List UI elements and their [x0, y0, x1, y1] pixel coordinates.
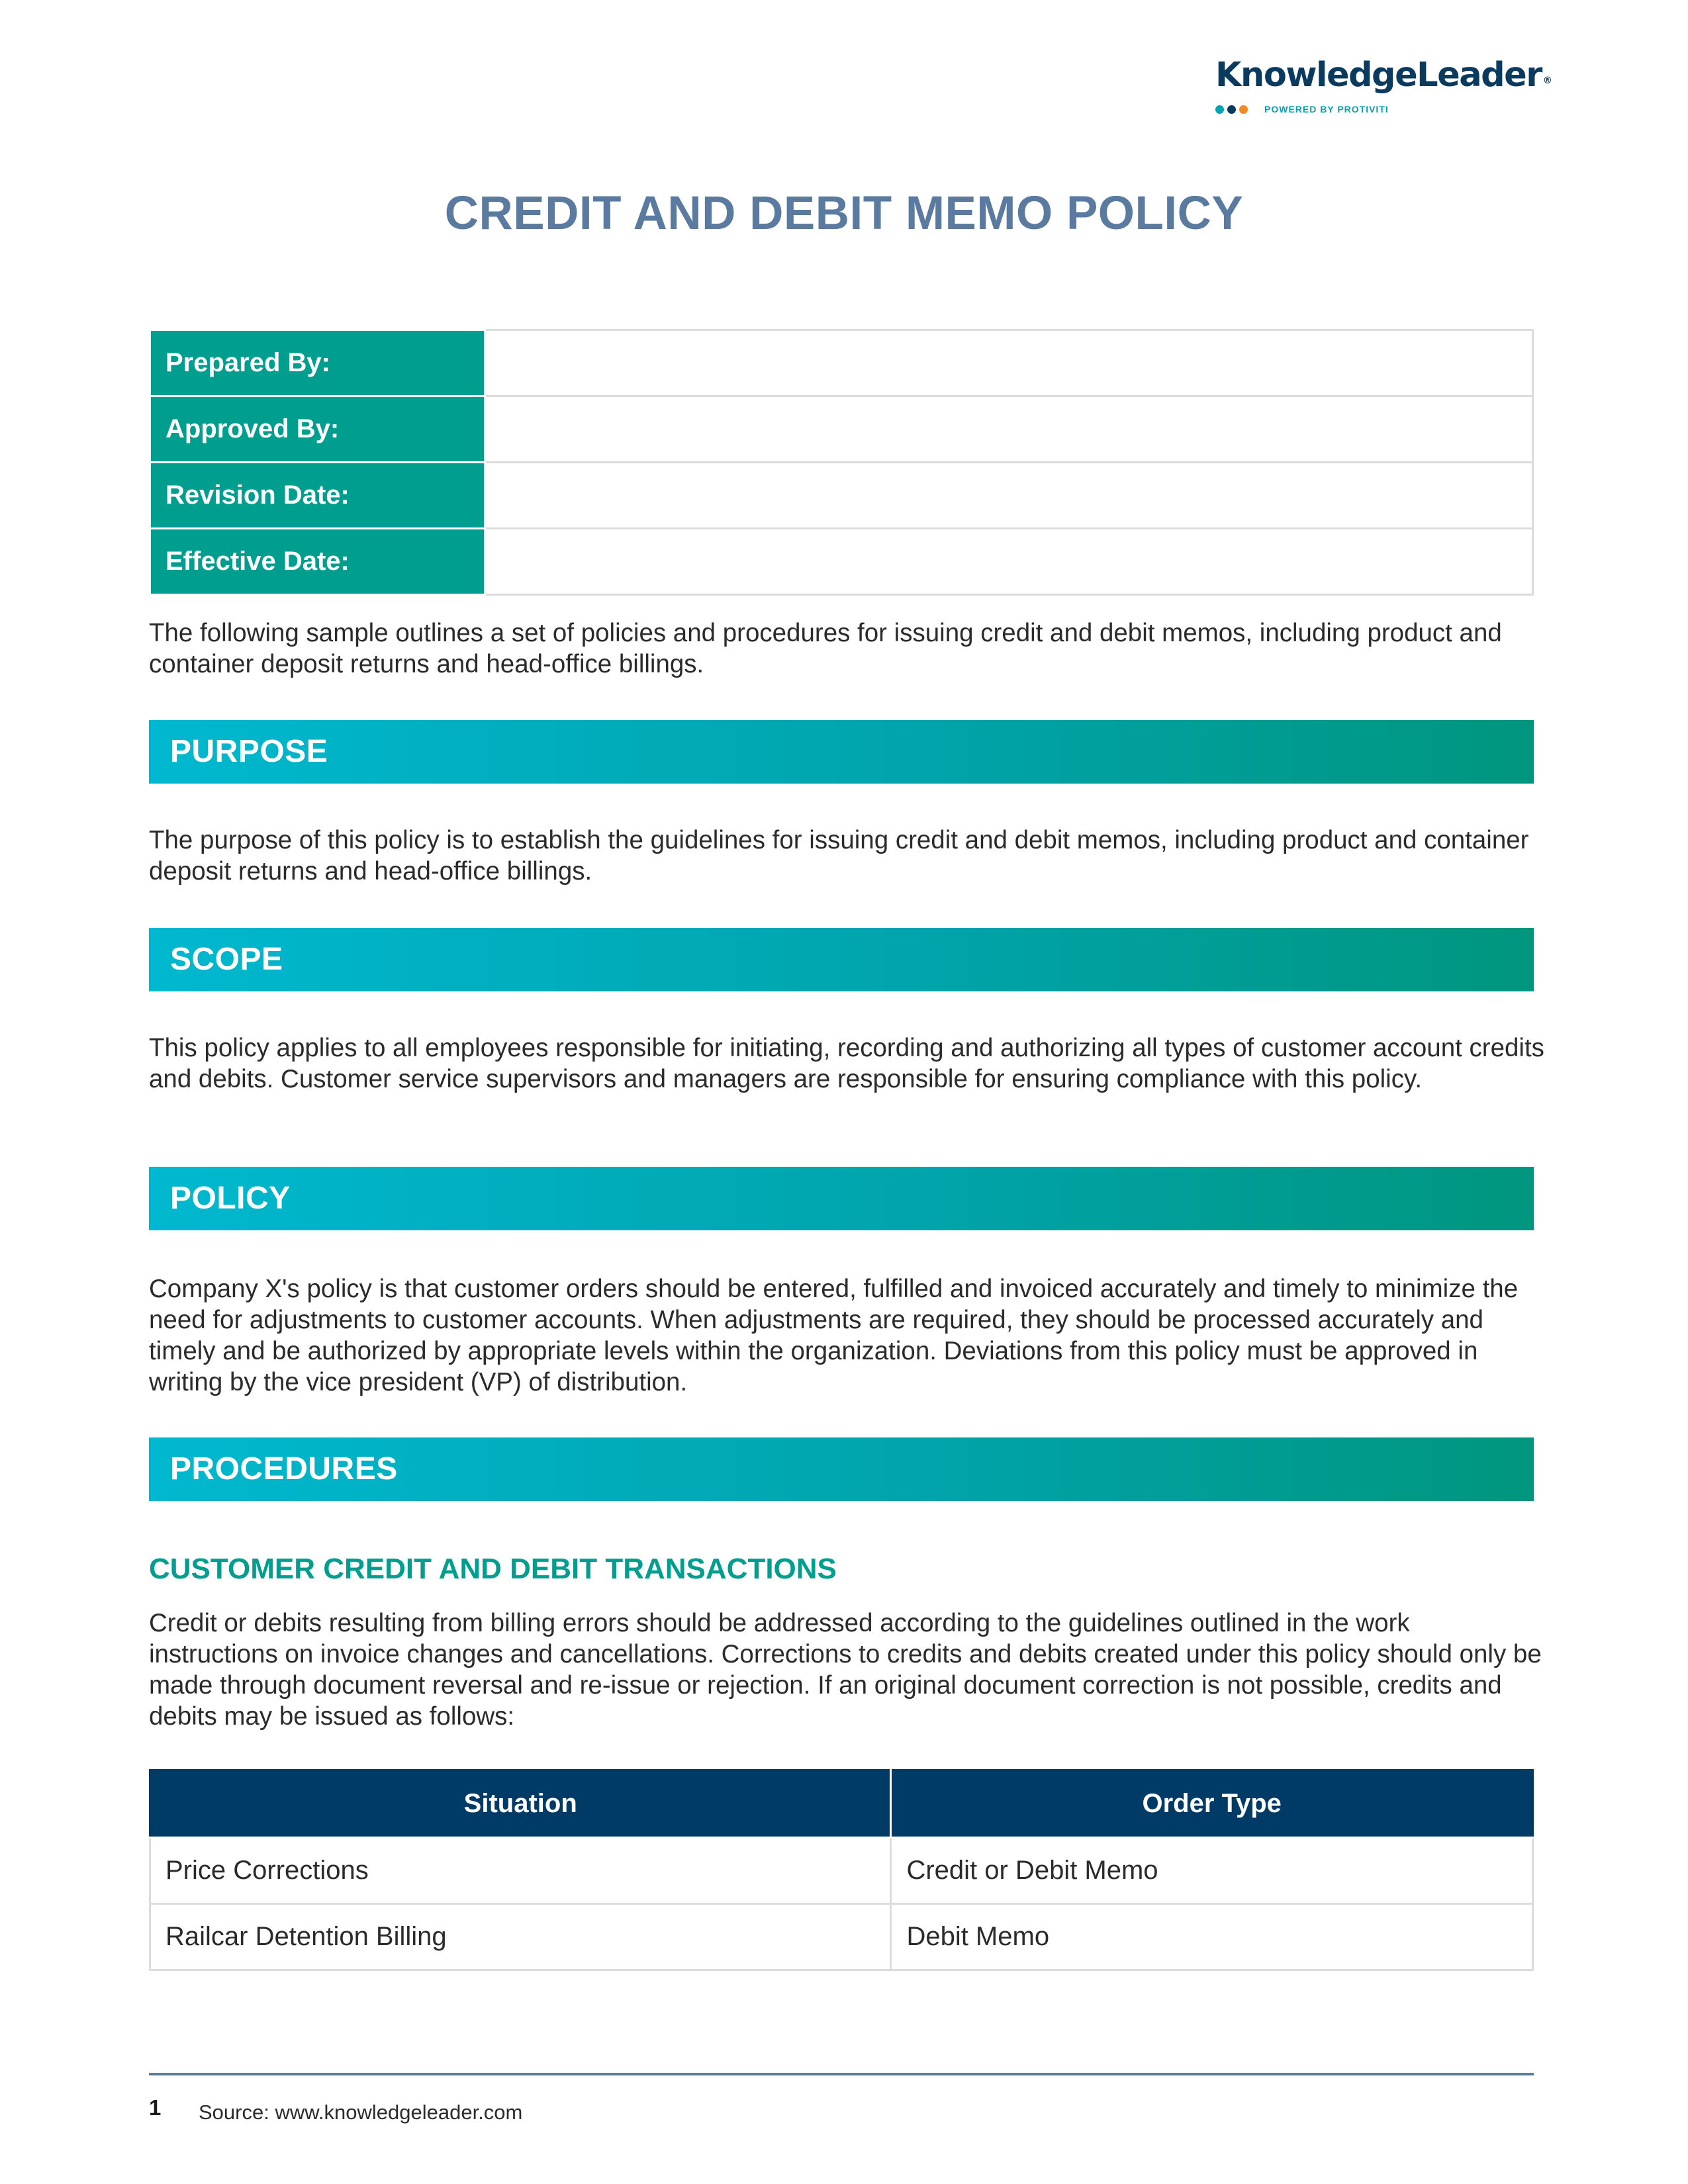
table-row	[150, 1904, 1533, 1970]
approved-by-value[interactable]	[485, 396, 1533, 463]
table-row	[150, 330, 1533, 396]
purpose-paragraph: The purpose of this policy is to establish the guidelines for issuing credit and debit memos, including product and container deposit returns and head-office billings.	[149, 826, 1529, 886]
footer-divider	[149, 2073, 1534, 2075]
order-type-cell: Credit or Debit Memo	[891, 1838, 1533, 1904]
logo-dot-icon	[1227, 105, 1236, 114]
logo-wordmark: KnowledgeLeader	[1215, 56, 1542, 95]
revision-date-value[interactable]	[485, 463, 1533, 529]
situation-column-header: Situation	[150, 1770, 891, 1838]
effective-date-label: Effective Date:	[150, 529, 485, 595]
footer-source-text: Source: www.knowledgeleader.com	[199, 2101, 523, 2124]
metadata-table	[149, 329, 1534, 596]
intro-paragraph: The following sample outlines a set of policies and procedures for issuing credit and debit memos, including product and container deposit returns and head-office billings.	[149, 619, 1502, 678]
situation-cell: Railcar Detention Billing	[150, 1904, 891, 1970]
scope-paragraph: This policy applies to all employees responsible for initiating, recording and authorizing all types of customer account credits and debits. Customer service supervisors and managers are responsible for ensuring compliance with this policy.	[149, 1034, 1544, 1093]
prepared-by-label: Prepared By:	[150, 330, 485, 396]
purpose-heading: PURPOSE	[149, 720, 1534, 784]
logo-registered-mark: ®	[1542, 75, 1552, 86]
table-row	[150, 463, 1533, 529]
table-row	[150, 396, 1533, 463]
procedures-paragraph: Credit or debits resulting from billing errors should be addressed according to the guidelines outlined in the work instructions on invoice changes and cancellations. Corrections to credits and debits created under this policy should only be made through document reversal and re-issue or rejection. If an original document correction is not possible, credits and debits may be issued as follows:	[149, 1609, 1542, 1731]
logo-tagline: POWERED BY PROTIVITI	[1264, 104, 1389, 114]
page-number: 1	[149, 2095, 162, 2120]
procedures-heading: PROCEDURES	[149, 1437, 1534, 1501]
policy-paragraph: Company X's policy is that customer orders should be entered, fulfilled and invoiced accurately and timely to minimize the need for adjustments to customer accounts. When adjustments are required, they should be processed accurately and timely and be authorized by appropriate levels within the organization. Deviations from this policy must be approved in writing by the vice president (VP) of distribution.	[149, 1275, 1519, 1396]
logo-dot-icon	[1239, 105, 1248, 114]
situation-order-type-table	[149, 1769, 1534, 1971]
order-type-cell: Debit Memo	[891, 1904, 1533, 1970]
table-row	[150, 1838, 1533, 1904]
revision-date-label: Revision Date:	[150, 463, 485, 529]
policy-heading: POLICY	[149, 1167, 1534, 1230]
situation-cell: Price Corrections	[150, 1838, 891, 1904]
knowledgeleader-logo	[1215, 56, 1552, 116]
effective-date-value[interactable]	[485, 529, 1533, 595]
table-row	[150, 529, 1533, 595]
order-type-column-header: Order Type	[891, 1770, 1533, 1838]
scope-heading: SCOPE	[149, 928, 1534, 991]
prepared-by-value[interactable]	[485, 330, 1533, 396]
table-header-row	[150, 1770, 1533, 1838]
customer-transactions-subheading: CUSTOMER CREDIT AND DEBIT TRANSACTIONS	[149, 1553, 837, 1585]
approved-by-label: Approved By:	[150, 396, 485, 463]
document-title: CREDIT AND DEBIT MEMO POLICY	[444, 187, 1244, 240]
logo-dot-icon	[1215, 105, 1224, 114]
